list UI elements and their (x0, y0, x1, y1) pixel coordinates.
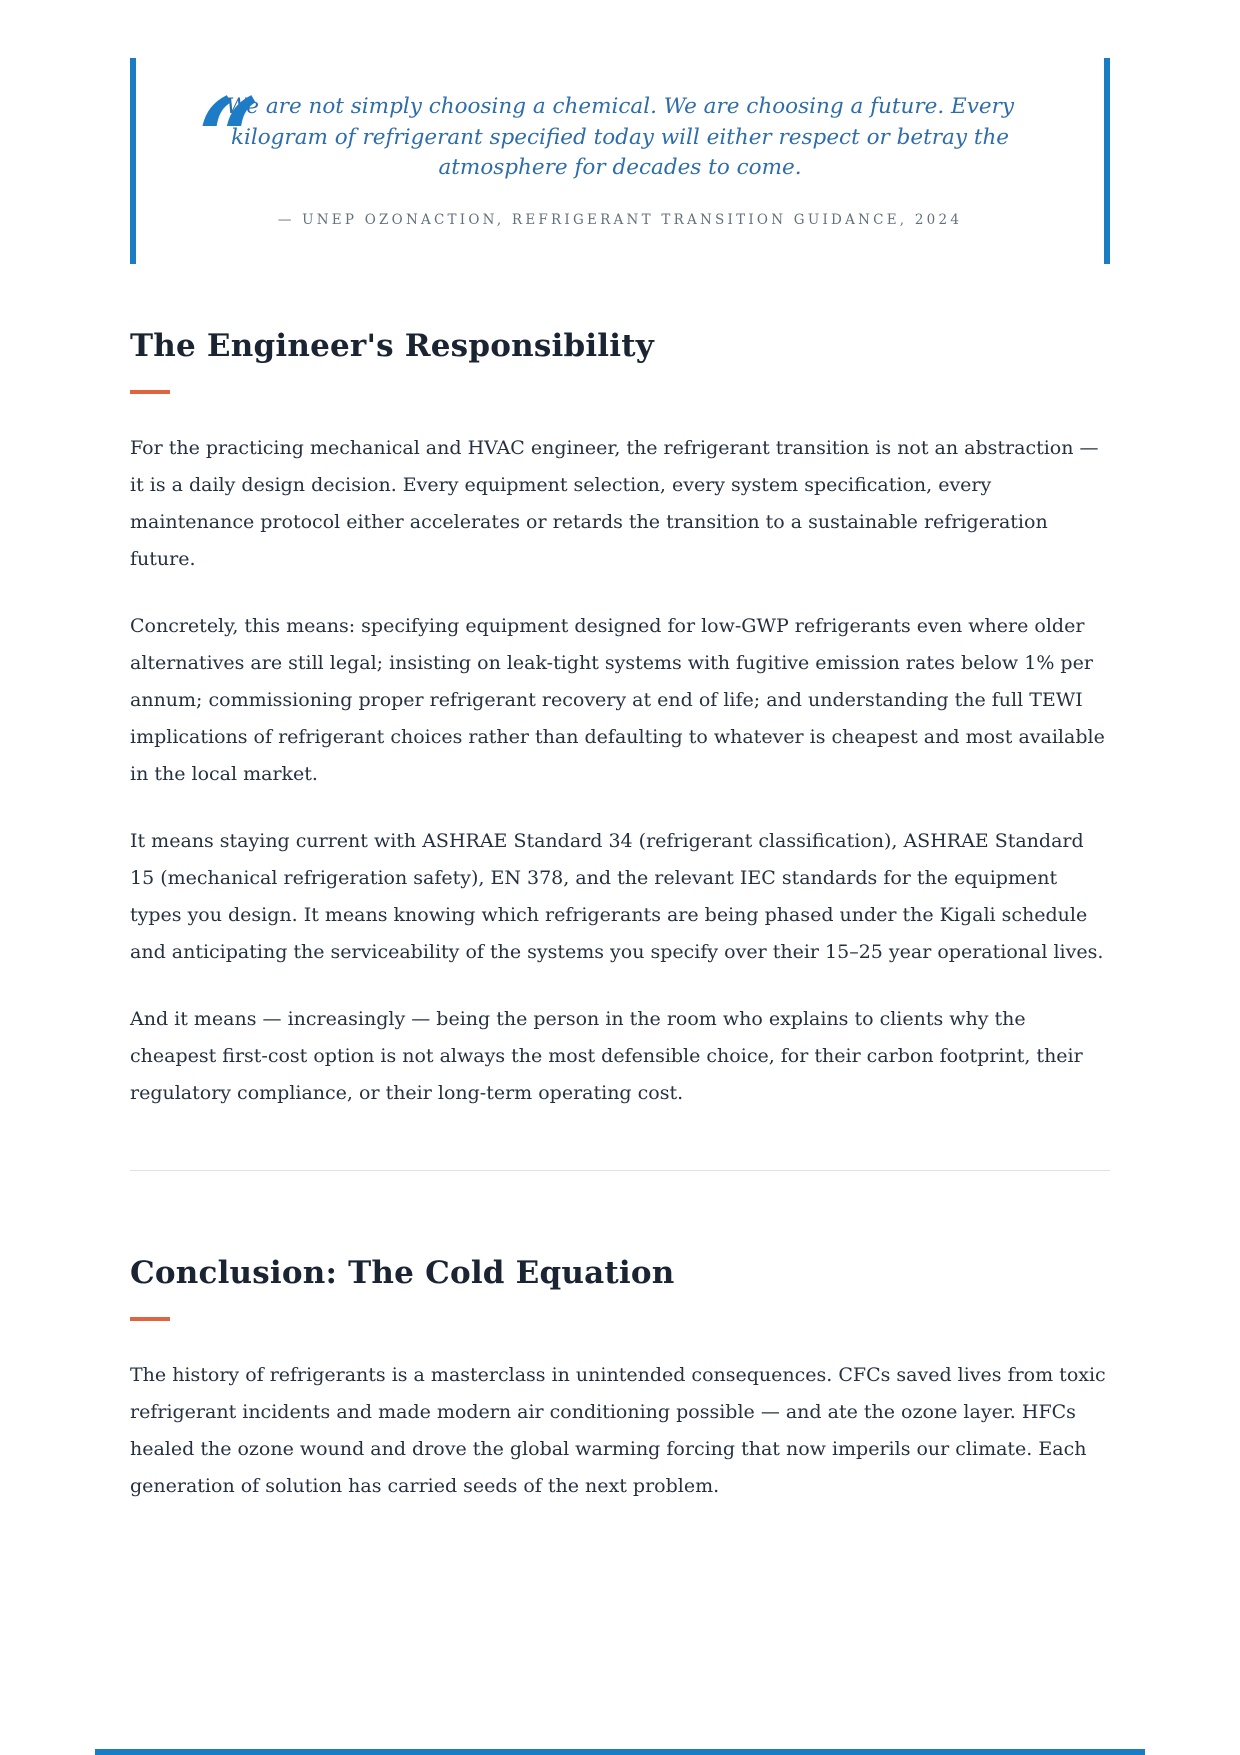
section-divider (130, 1170, 1110, 1171)
section-conclusion (130, 1255, 1110, 1505)
body-paragraph: It means staying current with ASHRAE Standard 34 (refrigerant classification), ASHRAE Standard 15 (mechanical refrigeration safety), EN 378, and the relevant IEC standards for the equipment types you design. It means knowing which refrigerants are being phased under the Kigali schedule and anticipating the serviceability of the systems you specify over their 15–25 year operational lives. (130, 830, 1104, 964)
section-engineers-responsibility (130, 328, 1110, 1112)
next-section-top-edge (95, 1749, 1145, 1755)
article-page (130, 0, 1110, 1505)
body-paragraph: The history of refrigerants is a masterclass in unintended consequences. CFCs saved lives from toxic refrigerant incidents and made modern air conditioning possible — and ate the ozone layer. HFCs healed the ozone wound and drove the global warming forcing that now imperils our climate. Each generation of solution has carried seeds of the next problem. (130, 1364, 1106, 1498)
pull-quote-attribution: — UNEP OZONACTION, REFRIGERANT TRANSITION GUIDANCE, 2024 (277, 212, 963, 229)
section-heading: Conclusion: The Cold Equation (130, 1255, 675, 1292)
pull-quote (130, 58, 1110, 264)
body-paragraph: For the practicing mechanical and HVAC engineer, the refrigerant transition is not an abstraction — it is a daily design decision. Every equipment selection, every system specification, every maintenance protocol either accelerates or retards the transition to a sustainable refrigeration future. (130, 437, 1099, 571)
section-heading: The Engineer's Responsibility (130, 328, 654, 365)
pull-quote-text: We are not simply choosing a chemical. We are choosing a future. Every kilogram of refrigerant specified today will either respect or betray the atmosphere for decades to come. (225, 94, 1015, 181)
heading-accent-rule (130, 390, 170, 394)
body-paragraph: And it means — increasingly — being the person in the room who explains to clients why the cheapest first-cost option is not always the most defensible choice, for their carbon footprint, their regulatory compliance, or their long-term operating cost. (130, 1008, 1083, 1105)
open-quote-icon: “ (198, 75, 253, 201)
heading-accent-rule (130, 1317, 170, 1321)
body-paragraph: Concretely, this means: specifying equipment designed for low-GWP refrigerants even where older alternatives are still legal; insisting on leak-tight systems with fugitive emission rates below 1% per annum; commissioning proper refrigerant recovery at end of life; and understanding the full TEWI implications of refrigerant choices rather than defaulting to whatever is cheapest and most available in the local market. (130, 615, 1105, 786)
